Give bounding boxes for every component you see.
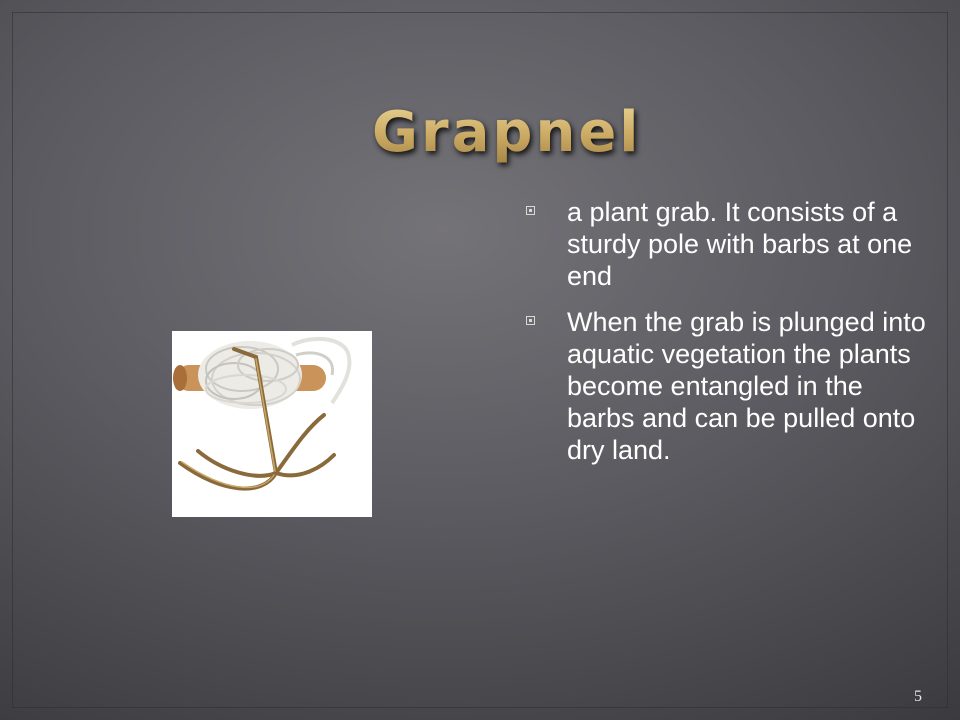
bullet-list <box>526 196 936 480</box>
page-number: 5 <box>914 688 922 705</box>
frame-line-bottom <box>12 707 948 708</box>
bullet-item <box>526 306 936 466</box>
handle-end <box>173 365 187 391</box>
square-bullet-icon <box>526 316 535 325</box>
slide-title: Grapnel <box>372 96 892 170</box>
square-bullet-icon <box>526 206 535 215</box>
bullet-text: When the grab is plunged into aquatic vegetation the plants become entangled in the barbs and can be pulled onto dry land. <box>567 307 926 465</box>
frame-line-top <box>12 12 948 13</box>
grapnel-illustration <box>172 331 372 517</box>
grapnel-photo <box>172 331 372 517</box>
frame-line-right <box>947 12 948 708</box>
rope-coil <box>198 339 349 409</box>
bullet-text: a plant grab. It consists of a sturdy pole with barbs at one end <box>567 197 913 291</box>
frame-line-left <box>12 12 13 708</box>
bullet-item <box>526 196 936 292</box>
